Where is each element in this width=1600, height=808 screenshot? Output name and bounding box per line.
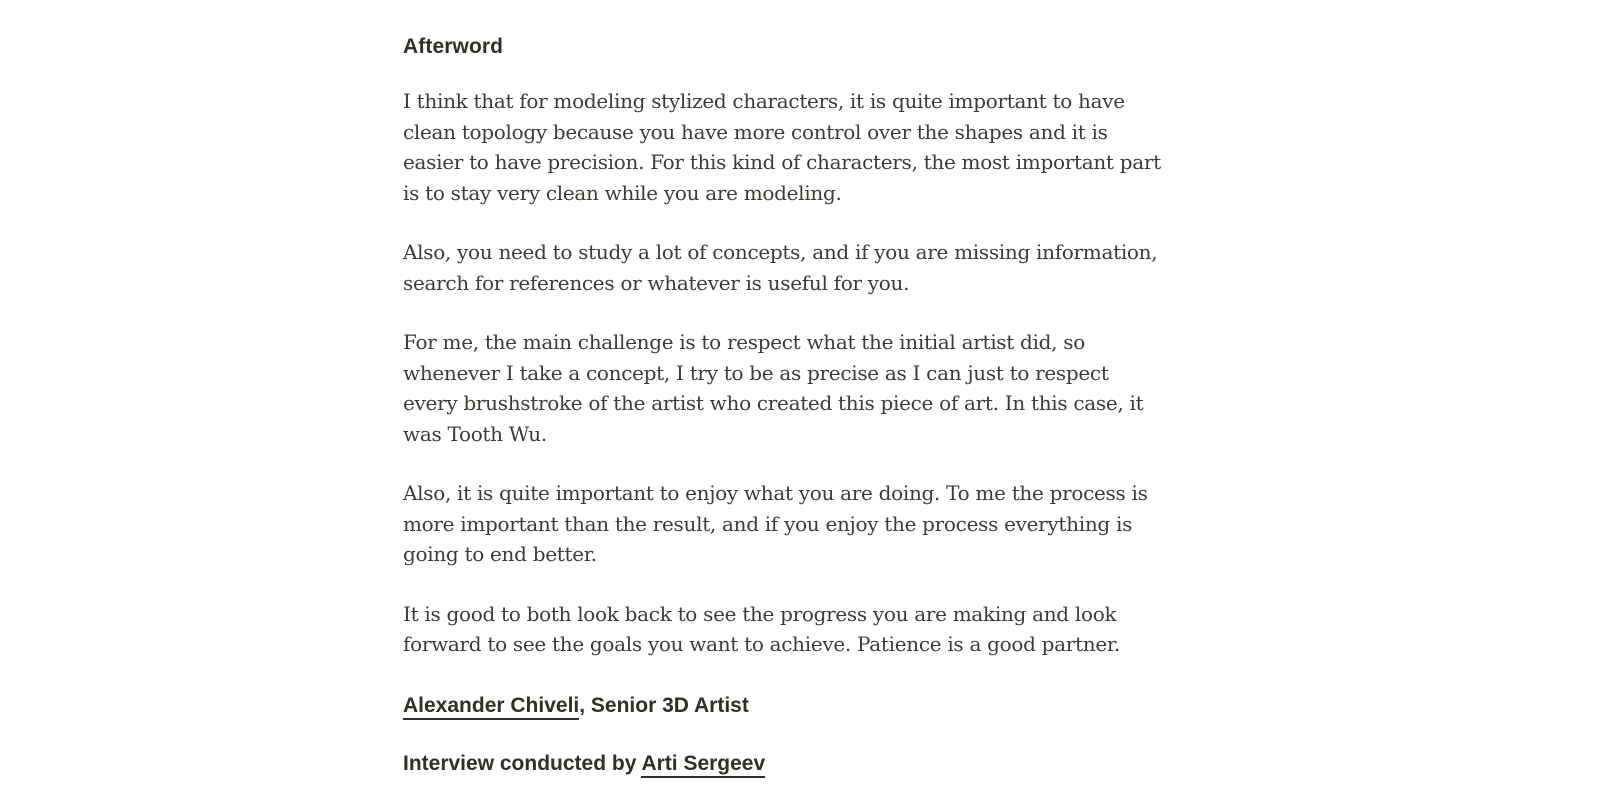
interviewer-link[interactable]: Arti Sergeev [641, 752, 765, 778]
paragraph-4: Also, it is quite important to enjoy what you are doing. To me the process is more important than the result, and if you enjoy the process everything is going to end better. [403, 481, 1148, 566]
paragraph-3: For me, the main challenge is to respect what the initial artist did, so whenever I take a concept, I try to be as precise as I can just to respect every brushstroke of the artist who created this piece of art. In this case, it was Tooth Wu. [403, 330, 1144, 446]
interview-prefix: Interview conducted by [403, 751, 642, 775]
author-link[interactable]: Alexander Chiveli [403, 694, 579, 720]
author-role: , Senior 3D Artist [579, 693, 749, 717]
paragraph-1: I think that for modeling stylized characters, it is quite important to have clean topology because you have more control over the shapes and it is easier to have precision. For this kind of characters, the most important part is to stay very clean while you are modeling. [403, 89, 1161, 205]
article-body [403, 30, 1163, 805]
paragraph-5: It is good to both look back to see the progress you are making and look forward to see the goals you want to achieve. Patience is a good partner. [403, 601, 1121, 656]
paragraph-2: Also, you need to study a lot of concepts, and if you are missing information, search for references or whatever is useful for you. [403, 240, 1158, 295]
interview-credit [403, 747, 1163, 781]
author-signature [403, 689, 1163, 723]
section-heading: Afterword [403, 35, 504, 58]
